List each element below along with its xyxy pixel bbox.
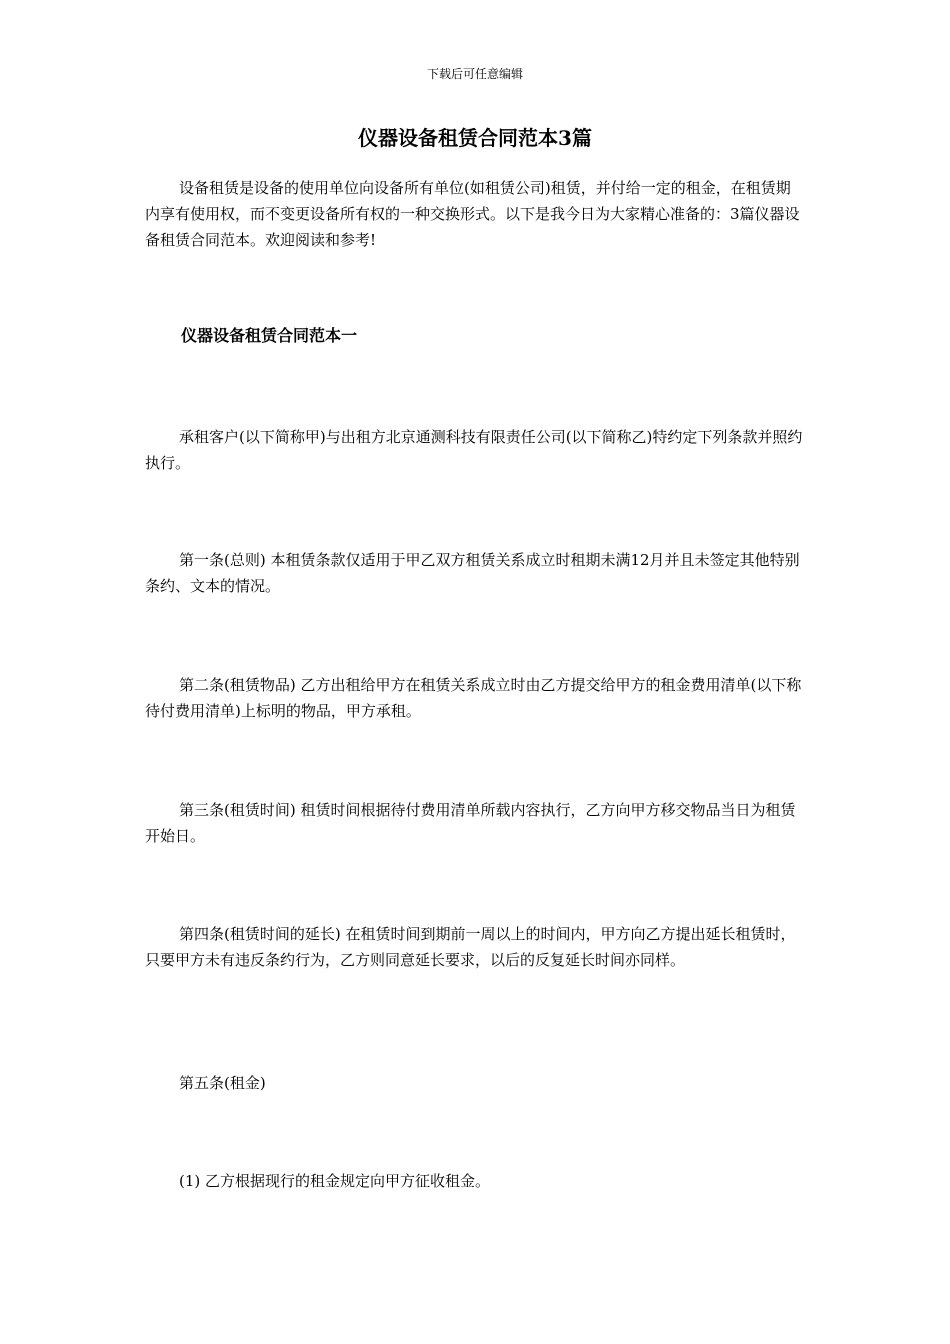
clause-3: 第三条(租赁时间) 租赁时间根据待付费用清单所载内容执行，乙方向甲方移交物品当日为租赁开始日。 [145, 801, 796, 845]
preamble-paragraph: 承租客户(以下简称甲)与出租方北京通测科技有限责任公司(以下简称乙)特约定下列条款并照约执行。 [145, 428, 803, 472]
clause-1: 第一条(总则) 本租赁条款仅适用于甲乙双方租赁关系成立时租期未满12月并且未签定其他特别条约、文本的情况。 [145, 551, 800, 595]
section-heading: 仪器设备租赁合同范本一 [181, 326, 358, 345]
header-note: 下载后可任意编辑 [426, 67, 523, 81]
clause-5: 第五条(租金) [179, 1074, 266, 1092]
document-title: 仪器设备租赁合同范本3篇 [358, 126, 592, 150]
clause-5-item-1: (1) 乙方根据现行的租金规定向甲方征收租金。 [179, 1172, 491, 1190]
clause-4: 第四条(租赁时间的延长) 在租赁时间到期前一周以上的时间内，甲方向乙方提出延长租赁时，只要甲方未有违反条约行为，乙方则同意延长要求，以后的反复延长时间亦同样。 [145, 925, 796, 969]
clause-2: 第二条(租赁物品) 乙方出租给甲方在租赁关系成立时由乙方提交给甲方的租金费用清单(以下称待付费用清单)上标明的物品，甲方承租。 [145, 676, 802, 720]
intro-paragraph: 设备租赁是设备的使用单位向设备所有单位(如租赁公司)租赁，并付给一定的租金，在租赁期内享有使用权，而不变更设备所有权的一种交换形式。以下是我今日为大家精心准备的：3篇仪器设备租赁合同范本。欢迎阅读和参考! [145, 179, 800, 249]
